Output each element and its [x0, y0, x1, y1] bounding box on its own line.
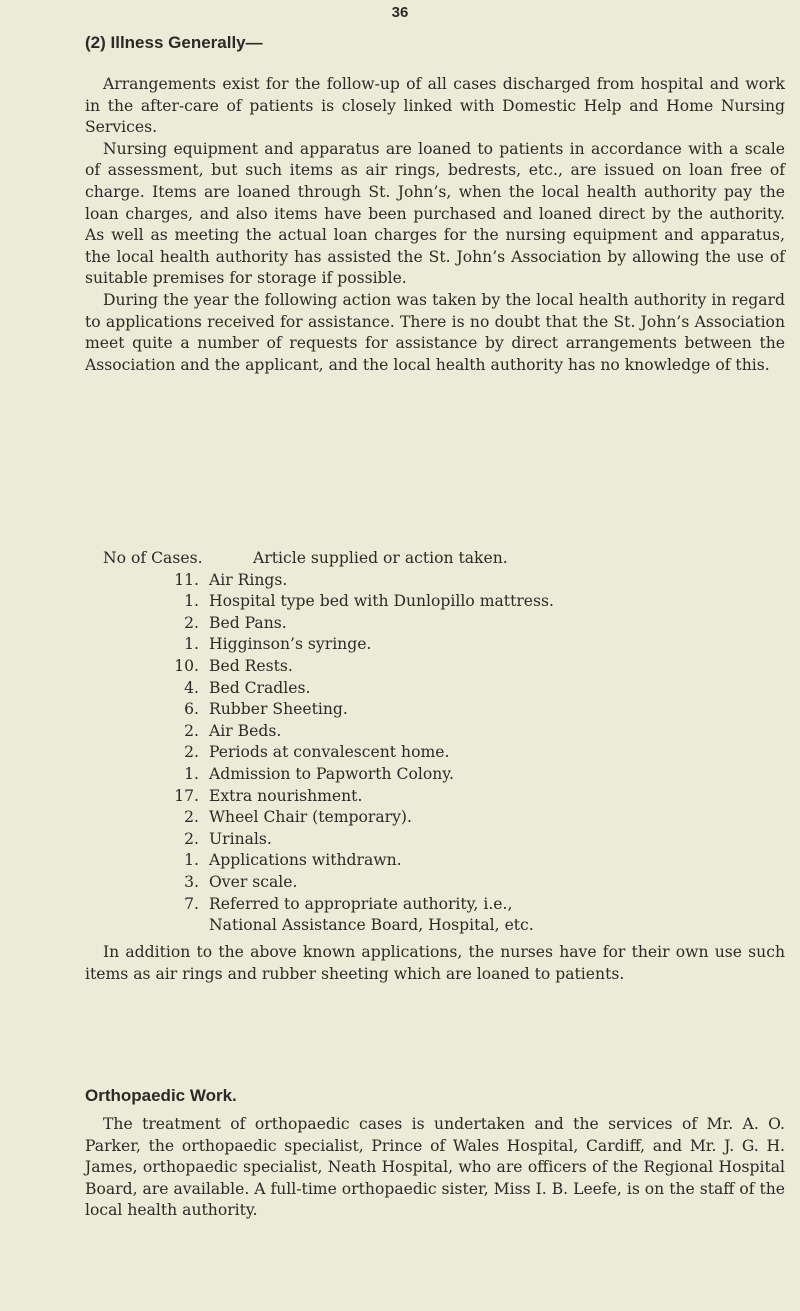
paragraph: Arrangements exist for the follow-up of all cases discharged from hospital and work in the after-care of patients is closely linked with Domestic Help and Home Nursing Services.: [85, 75, 785, 137]
article: Bed Rests.: [209, 656, 293, 675]
section-heading-illness: (2) Illness Generally—: [85, 33, 263, 52]
article: Bed Cradles.: [209, 678, 311, 697]
table-row: [103, 634, 554, 656]
table-row: [103, 742, 554, 764]
article: Higginson’s syringe.: [209, 635, 372, 654]
case-count: 1.: [184, 764, 199, 783]
case-count: 6.: [184, 700, 199, 719]
case-count: 1.: [184, 635, 199, 654]
table-row: [103, 613, 554, 635]
case-count: 17.: [174, 786, 199, 805]
article: Applications withdrawn.: [209, 851, 402, 870]
case-count: 1.: [184, 851, 199, 870]
case-count: 4.: [184, 678, 199, 697]
header-article: Article supplied or action taken.: [253, 549, 508, 567]
article: Rubber Sheeting.: [209, 700, 348, 719]
paragraph: Nursing equipment and apparatus are loaned to patients in accordance with a scale of assessment, but such items as air rings, bedrests, etc., are issued on loan free of charge. Items are loaned through St. John’s, when the local health authority pay the loan charges, and also items have been purchased and loaned direct by the authority. As well as meeting the actual loan charges for the nursing equipment and apparatus, the local health authority has assisted the St. John’s Association by allowing the use of suitable premises for storage if possible.: [85, 139, 785, 288]
paragraph: During the year the following action was taken by the local health authority in regard to applications received for assistance. There is no doubt that the St. John’s Association meet quite a number of requests for assistance by direct arrangements between the Association and the applicant, and the local health authority has no knowledge of this.: [85, 290, 785, 374]
paragraph: In addition to the above known applications, the nurses have for their own use such items as air rings and rubber sheeting which are loaned to patients.: [85, 943, 785, 983]
cases-table: [103, 548, 554, 937]
table-row: [103, 678, 554, 700]
paragraph: The treatment of orthopaedic cases is undertaken and the services of Mr. A. O. Parker, the orthopaedic specialist, Prince of Wales Hospital, Cardiff, and Mr. J. G. H. James, orthopaedic specialist, Neath Hospital, who are officers of the Regional Hospital Board, are available. A full-time orthopaedic sister, Miss I. B. Leefe, is on the staff of the local health authority.: [85, 1115, 785, 1220]
table-row: [103, 872, 554, 894]
section-orthopaedic-body: [85, 1114, 785, 1222]
table-row: [103, 764, 554, 786]
table-row: [103, 591, 554, 613]
table-row: [103, 656, 554, 678]
table-row: [103, 786, 554, 808]
case-count: [103, 915, 209, 937]
article: Air Rings.: [209, 570, 288, 589]
article: Admission to Papworth Colony.: [209, 764, 454, 783]
article: National Assistance Board, Hospital, etc.: [209, 916, 534, 935]
case-count: 3.: [184, 872, 199, 891]
article: Referred to appropriate authority, i.e.,: [209, 894, 513, 913]
article: Periods at convalescent home.: [209, 743, 450, 762]
article: Bed Pans.: [209, 613, 287, 632]
article: Extra nourishment.: [209, 786, 363, 805]
case-count: 2.: [184, 613, 199, 632]
case-count: 2.: [184, 721, 199, 740]
article: Over scale.: [209, 872, 298, 891]
case-count: 1.: [184, 592, 199, 611]
table-row: [103, 699, 554, 721]
case-count: 2.: [184, 808, 199, 827]
article: Hospital type bed with Dunlopillo mattress.: [209, 592, 554, 611]
table-header: [103, 548, 554, 570]
case-count: 10.: [174, 656, 199, 675]
table-row: [103, 721, 554, 743]
table-row: [103, 807, 554, 829]
table-row: [103, 894, 554, 916]
article: Urinals.: [209, 829, 272, 848]
table-row: [103, 829, 554, 851]
article: Air Beds.: [209, 721, 282, 740]
closing-paragraph-block: [85, 942, 785, 985]
section-illness-body: [85, 74, 785, 376]
case-count: 7.: [184, 894, 199, 913]
table-row: [103, 915, 554, 937]
table-row: [103, 570, 554, 592]
header-cases: No of Cases.: [103, 549, 203, 567]
table-row: [103, 850, 554, 872]
case-count: 2.: [184, 743, 199, 762]
case-count: 2.: [184, 829, 199, 848]
page-number: 36: [391, 4, 409, 21]
article: Wheel Chair (temporary).: [209, 808, 412, 827]
case-count: 11.: [174, 570, 199, 589]
section-heading-orthopaedic: Orthopaedic Work.: [85, 1086, 237, 1105]
